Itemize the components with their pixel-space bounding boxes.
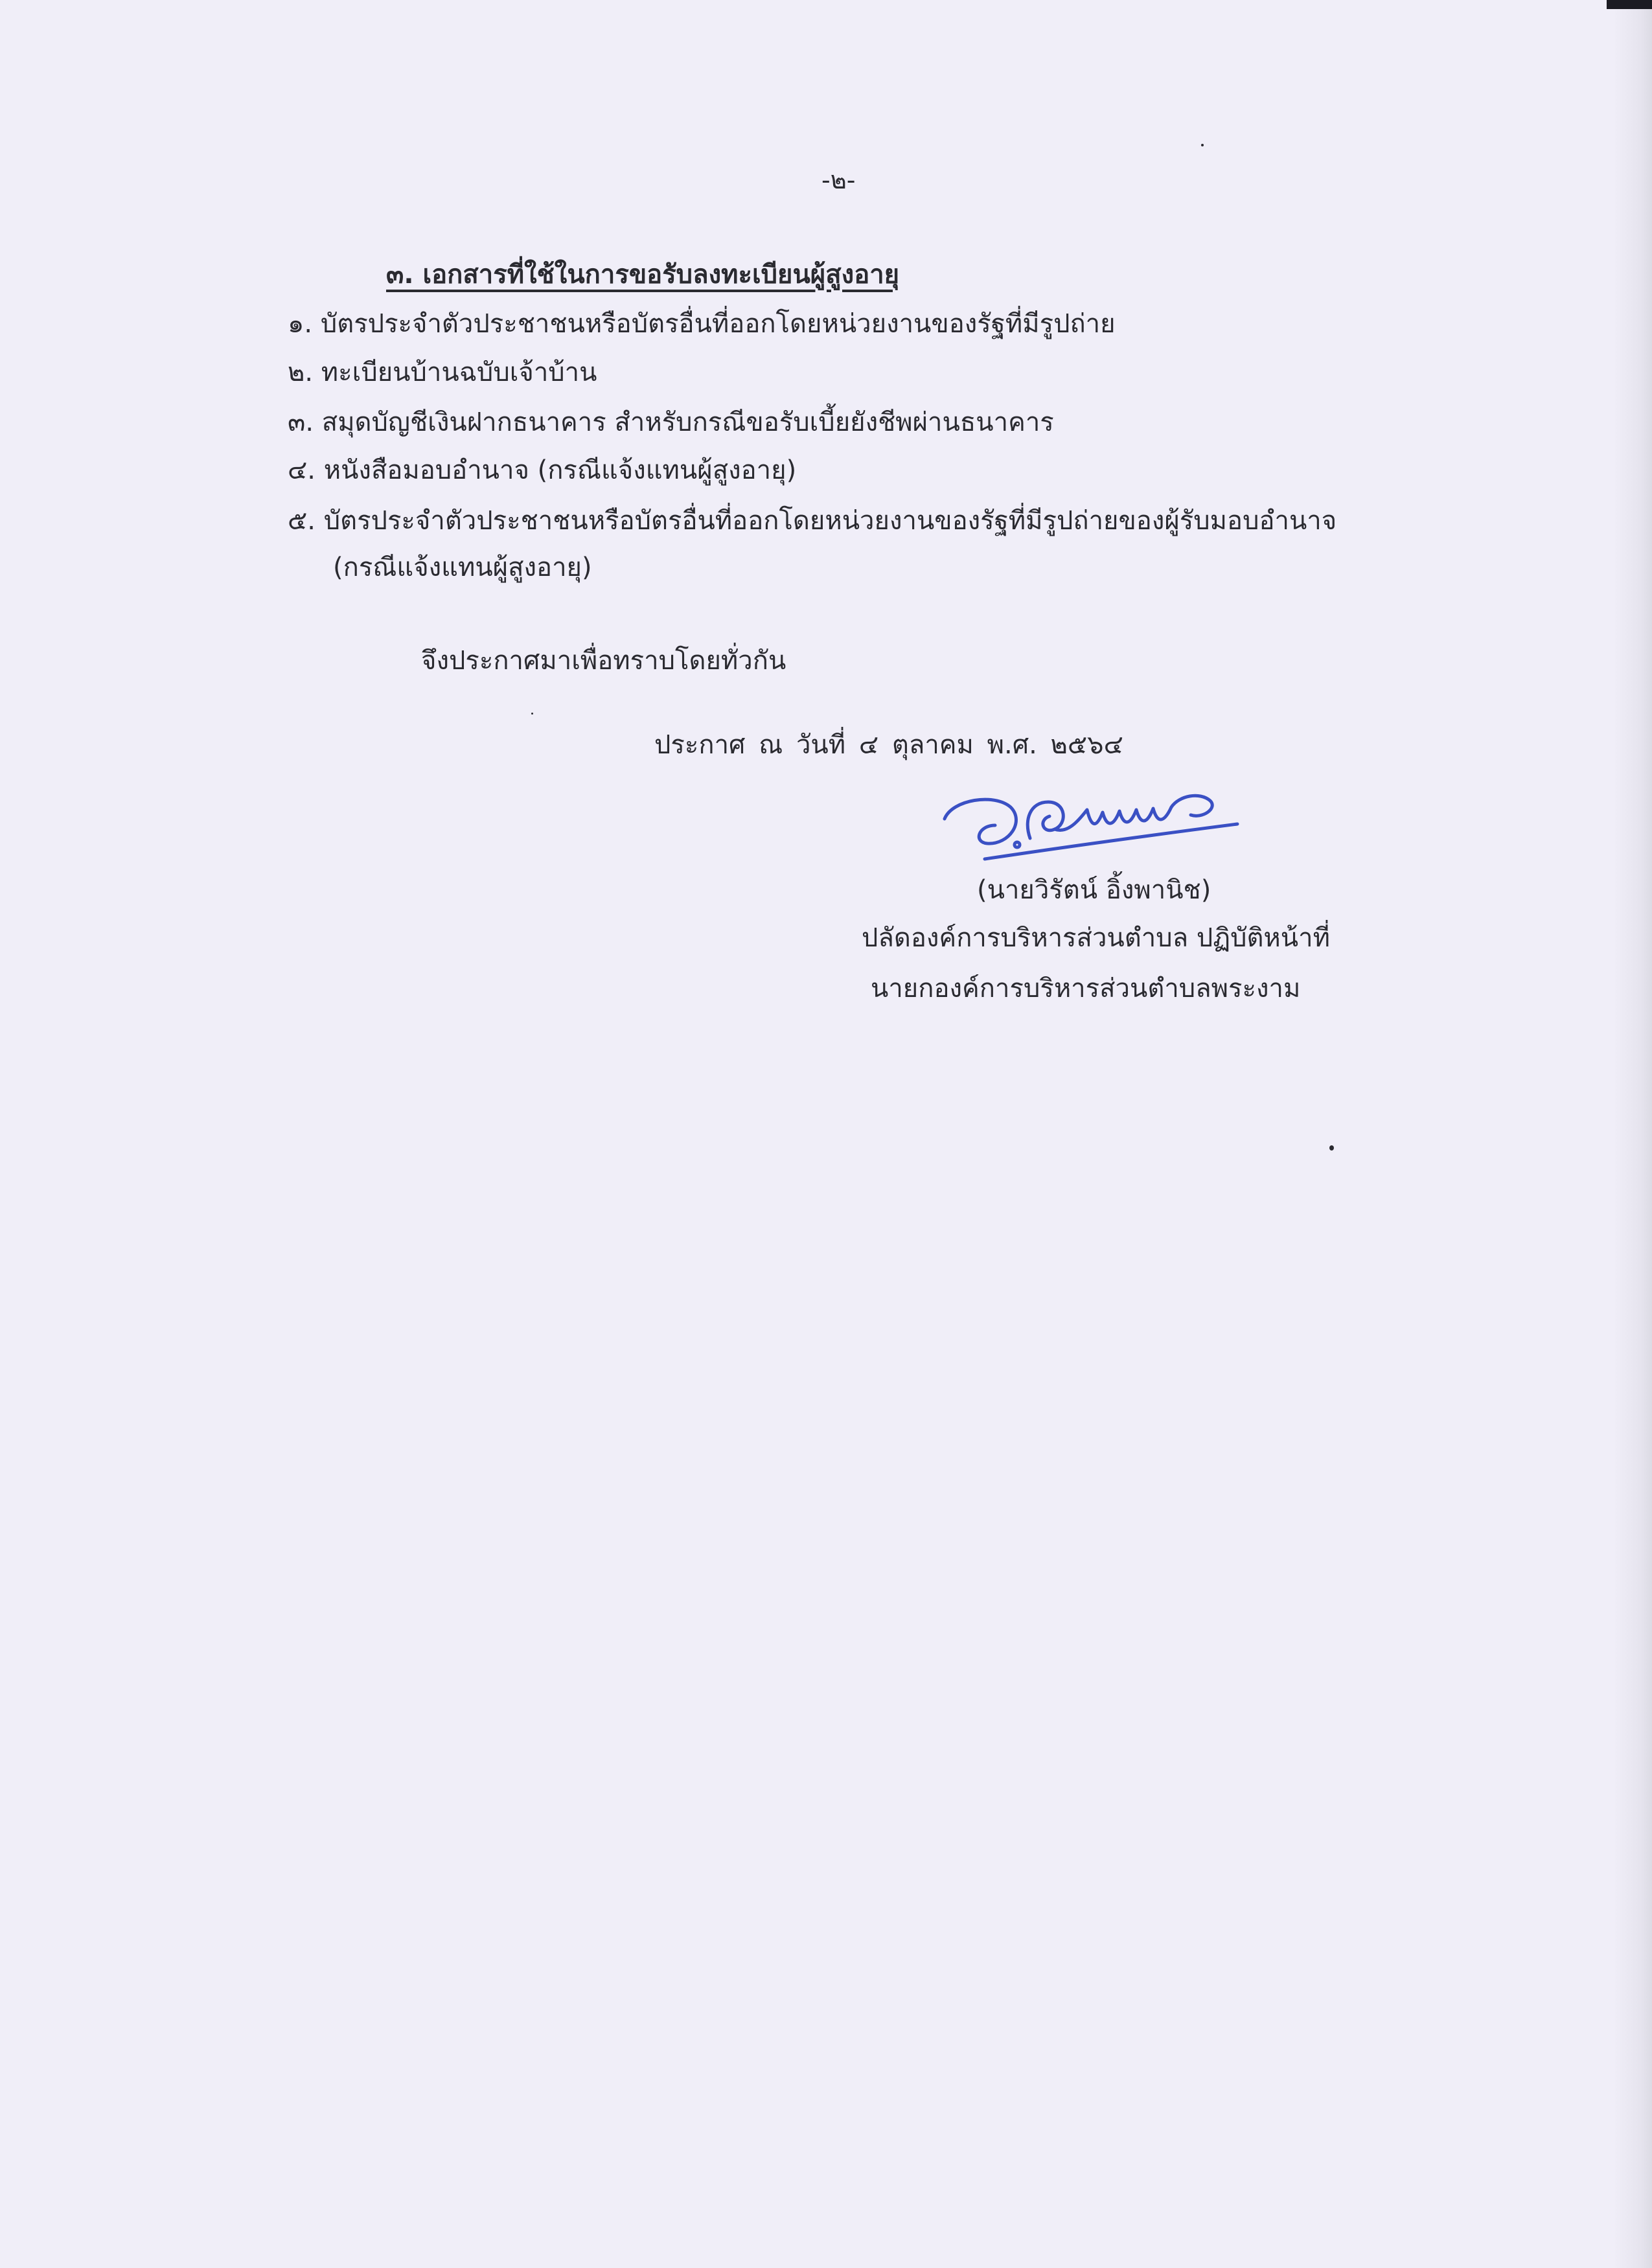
list-item: ๔. หนังสือมอบอำนาจ (กรณีแจ้งแทนผู้สูงอายุ) [288, 455, 797, 485]
list-item-continuation: (กรณีแจ้งแทนผู้สูงอายุ) [333, 553, 592, 582]
list-item: ๓. สมุดบัญชีเงินฝากธนาคาร สำหรับกรณีขอรับเบี้ยยังชีพผ่านธนาคาร [288, 407, 1054, 437]
scan-edge-shadow [1613, 0, 1652, 2268]
page-number: -๒- [821, 166, 856, 194]
handwritten-signature [933, 762, 1244, 872]
list-item: ๑. บัตรประจำตัวประชาชนหรือบัตรอื่นที่ออกโดยหน่วยงานของรัฐที่มีรูปถ่าย [288, 309, 1116, 339]
list-item: ๒. ทะเบียนบ้านฉบับเจ้าบ้าน [288, 358, 597, 387]
scan-speck [531, 713, 533, 715]
scan-speck [1329, 1145, 1334, 1151]
announcement-date: ประกาศ ณ วันที่ ๔ ตุลาคม พ.ศ. ๒๕๖๔ [654, 730, 1123, 760]
signatory-position: นายกองค์การบริหารส่วนตำบลพระงาม [871, 974, 1301, 1003]
signatory-position: ปลัดองค์การบริหารส่วนตำบล ปฏิบัติหน้าที่ [862, 923, 1330, 953]
scan-corner-mark [1607, 0, 1652, 9]
list-item: ๕. บัตรประจำตัวประชาชนหรือบัตรอื่นที่ออกโดยหน่วยงานของรัฐที่มีรูปถ่ายของผู้รับมอบอำนาจ [288, 506, 1337, 536]
signatory-name: (นายวิรัตน์ อิ้งพานิช) [977, 875, 1211, 905]
scan-speck [1201, 144, 1204, 146]
section-heading: ๓. เอกสารที่ใช้ในการขอรับลงทะเบียนผู้สูงอายุ [386, 260, 900, 290]
closing-statement: จึงประกาศมาเพื่อทราบโดยทั่วกัน [421, 646, 786, 676]
